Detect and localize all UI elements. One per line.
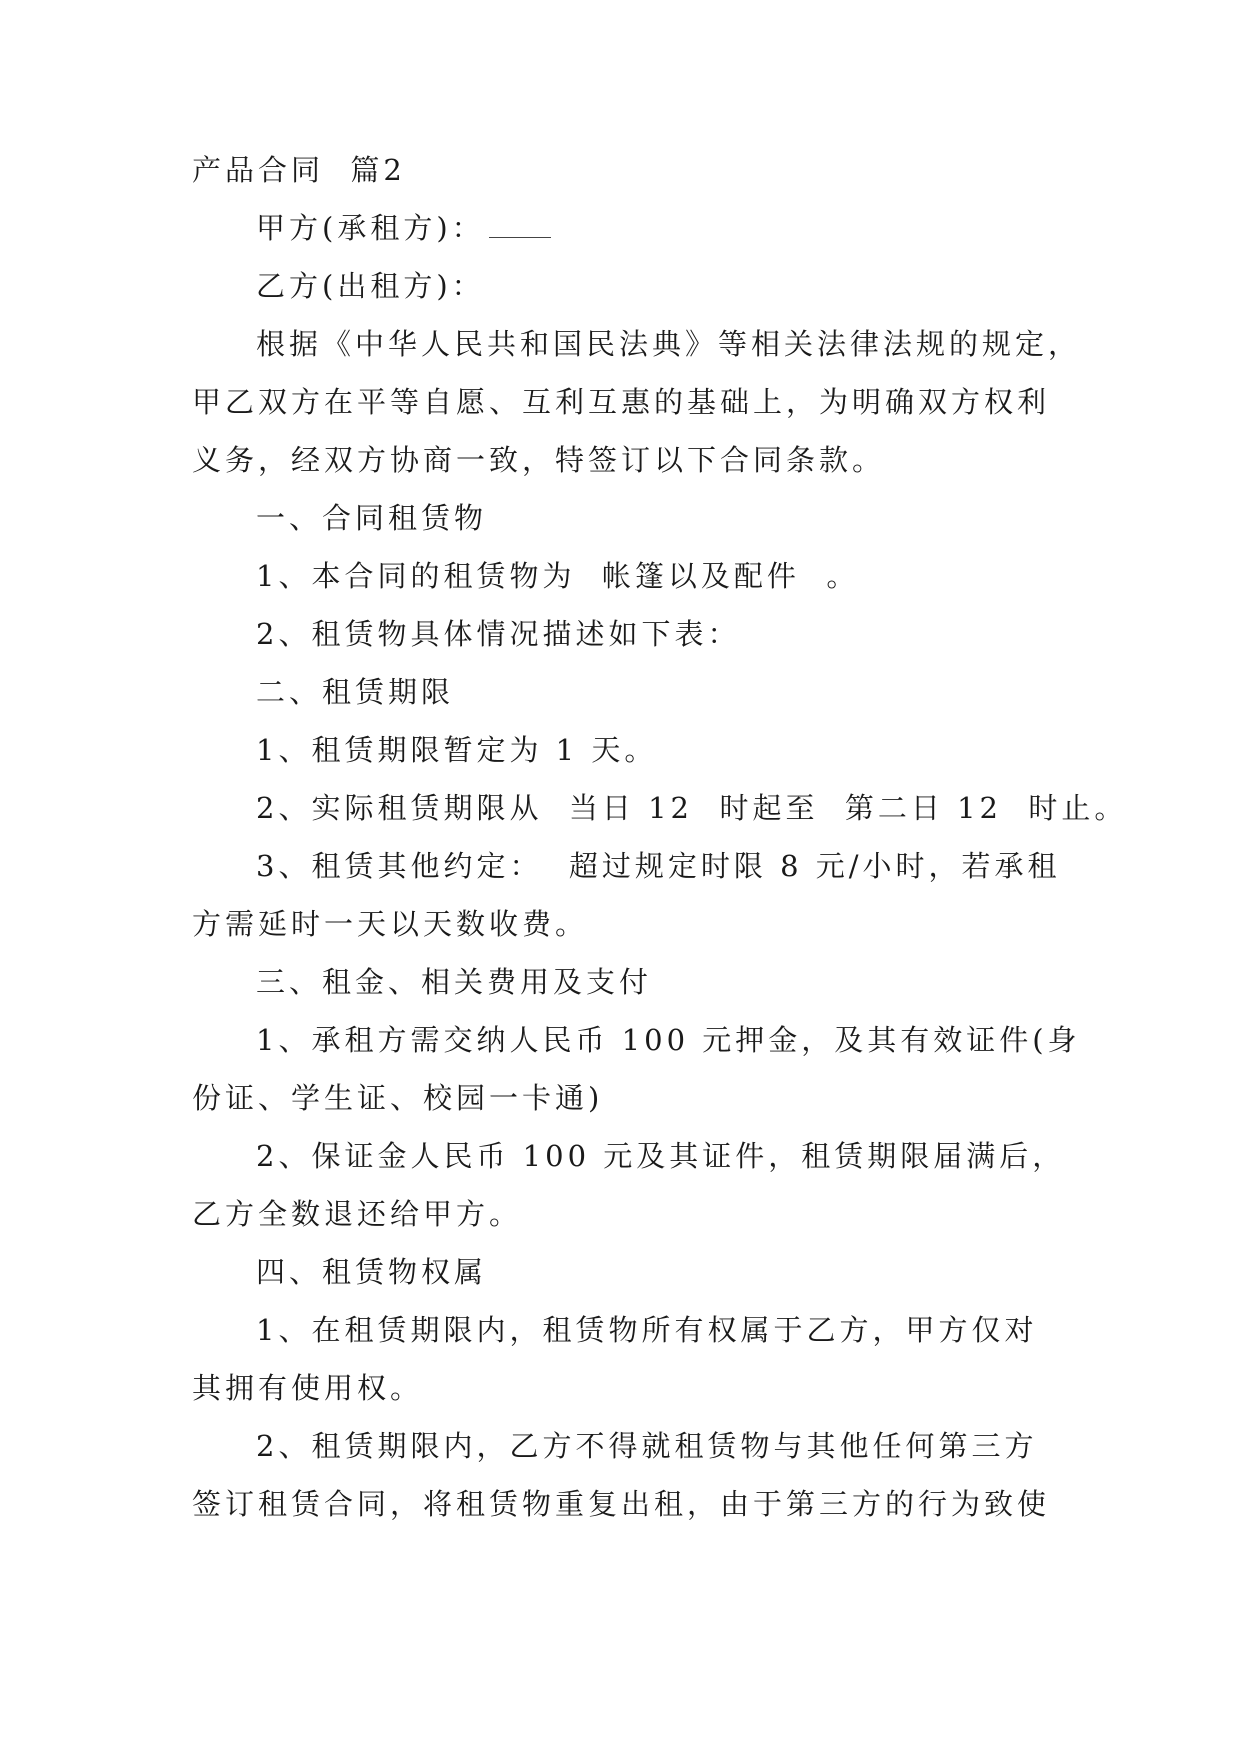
- section-3-item-1-line-2: 份证、学生证、校园一卡通): [192, 1081, 604, 1115]
- preamble-line-3: 义务，经双方协商一致，特签订以下合同条款。: [192, 443, 886, 477]
- party-a-line: [256, 208, 551, 248]
- section-2-item-2: 2、实际租赁期限从 当日 12 时起至 第二日 12 时止。: [256, 791, 1128, 825]
- preamble-line-1: 根据《中华人民共和国民法典》等相关法律法规的规定，: [256, 327, 1082, 361]
- section-4-item-2-line-2: 签订租赁合同，将租赁物重复出租，由于第三方的行为致使: [192, 1487, 1051, 1521]
- document-title: 产品合同 篇2: [192, 153, 406, 187]
- section-4-item-2-line-1: 2、租赁期限内，乙方不得就租赁物与其他任何第三方: [256, 1429, 1038, 1463]
- section-4-item-1-line-1: 1、在租赁期限内，租赁物所有权属于乙方，甲方仅对: [256, 1313, 1038, 1347]
- party-a-blank: [489, 213, 551, 238]
- section-4-item-1-line-2: 其拥有使用权。: [192, 1371, 424, 1405]
- section-3-item-2-line-1: 2、保证金人民币 100 元及其证件，租赁期限届满后，: [256, 1139, 1066, 1173]
- section-2-item-1: 1、租赁期限暂定为 1 天。: [256, 733, 658, 767]
- section-4-heading: 四、租赁物权属: [256, 1255, 488, 1289]
- section-3-heading: 三、租金、相关费用及支付: [256, 965, 653, 999]
- section-1-heading: 一、合同租赁物: [256, 501, 488, 535]
- section-1-item-2: 2、租赁物具体情况描述如下表：: [256, 617, 741, 651]
- section-3-item-1-line-1: 1、承租方需交纳人民币 100 元押金，及其有效证件(身: [256, 1023, 1081, 1057]
- section-2-heading: 二、租赁期限: [256, 675, 455, 709]
- section-3-item-2-line-2: 乙方全数退还给甲方。: [192, 1197, 523, 1231]
- party-a-label: 甲方(承租方)：: [256, 211, 485, 245]
- preamble-line-2: 甲乙双方在平等自愿、互利互惠的基础上，为明确双方权利: [192, 385, 1051, 419]
- party-b-line: 乙方(出租方)：: [256, 269, 485, 303]
- section-2-item-3-line-1: 3、租赁其他约定： 超过规定时限 8 元/小时，若承租: [256, 849, 1061, 883]
- section-2-item-3-line-2: 方需延时一天以天数收费。: [192, 907, 589, 941]
- section-1-item-1: 1、本合同的租赁物为 帐篷以及配件 。: [256, 559, 860, 593]
